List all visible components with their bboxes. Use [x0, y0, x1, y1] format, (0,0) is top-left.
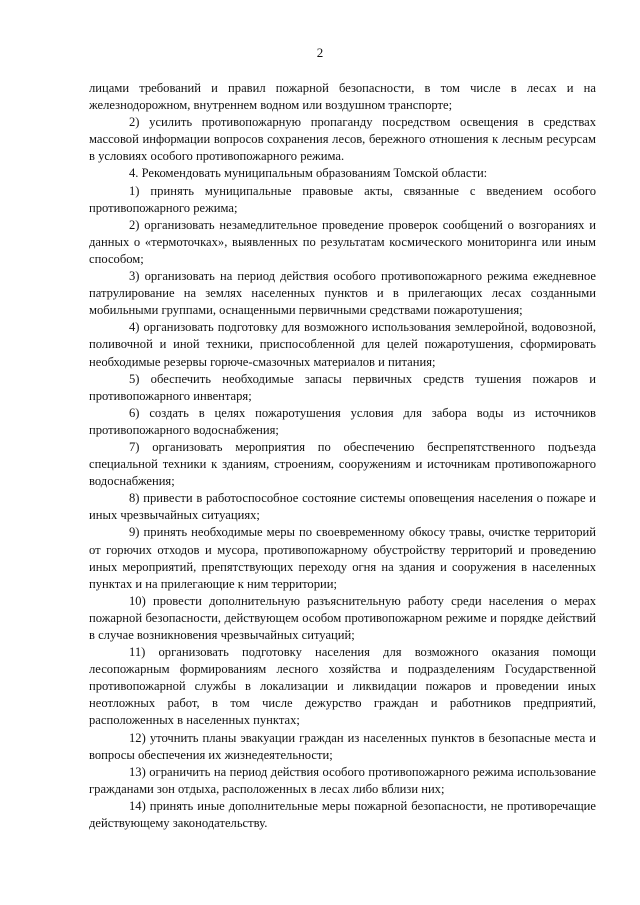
- document-body: [89, 80, 596, 832]
- paragraph-item-10: 10) провести дополнительную разъяснительную работу среди населения о мерах пожарной безопасности, действующем особом противопожарном режиме и порядке действий в случае возникновения чрезвычайных ситуаций;: [89, 593, 596, 642]
- paragraph-section-4: 4. Рекомендовать муниципальным образованиям Томской области:: [129, 166, 488, 181]
- page-number: 2: [316, 45, 324, 60]
- paragraph-item-8: 8) привести в работоспособное состояние системы оповещения населения о пожаре и иных чрезвычайных ситуациях;: [89, 491, 596, 523]
- paragraph-continuation: лицами требований и правил пожарной безопасности, в том числе в лесах и на железнодорожном, внутреннем водном или воздушном транспорте;: [89, 81, 596, 113]
- paragraph-item-2: 2) организовать незамедлительное проведение проверок сообщений о возгораниях и данных о «термоточках», выявленных по результатам космического мониторинга или иным способом;: [89, 217, 596, 266]
- paragraph-item-5: 5) обеспечить необходимые запасы первичных средств тушения пожаров и противопожарного инвентаря;: [89, 371, 596, 403]
- paragraph-item-3: 3) организовать на период действия особого противопожарного режима ежедневное патрулирование на землях населенных пунктов и в прилегающих лесах созданными мобильными группами, оснащенными первичными средствами пожаротушения;: [89, 269, 596, 318]
- paragraph-item-6: 6) создать в целях пожаротушения условия для забора воды из источников противопожарного водоснабжения;: [89, 405, 596, 437]
- paragraph-item-7: 7) организовать мероприятия по обеспечению беспрепятственного подъезда специальной техники к зданиям, строениям, сооружениям и источникам противопожарного водоснабжения;: [89, 439, 596, 489]
- paragraph-item-9: 9) принять необходимые меры по своевременному обкосу травы, очистке территорий от горючих отходов и мусора, противопожарному обустройству территорий и проведению иных мероприятий, препятствующих переходу огня на здания и сооружения в населенных пунктах и на прилегающие к ним территории;: [89, 525, 596, 591]
- paragraph-item-4: 4) организовать подготовку для возможного использования землеройной, водовозной, поливочной и иной техники, приспособленной для целей пожаротушения, сформировать необходимые резервы горюче-смазочных материалов и питания;: [89, 320, 596, 369]
- paragraph-item-1: 1) принять муниципальные правовые акты, связанные с введением особого противопожарного режима;: [89, 183, 596, 215]
- paragraph-item-12: 12) уточнить планы эвакуации граждан из населенных пунктов в безопасные места и вопросы обеспечения их жизнедеятельности;: [89, 730, 596, 762]
- paragraph-item-11: 11) организовать подготовку населения для возможного оказания помощи лесопожарным формированиям лесного хозяйства и подразделениям Государственной противопожарной службы в локализации и ликвидации пожаров и проведении иных неотложных работ, в том числе дежурство граждан и работников предприятий, расположенных в населенных пунктах;: [89, 645, 596, 728]
- paragraph-item-2-propaganda: 2) усилить противопожарную пропаганду посредством освещения в средствах массовой информации вопросов сохранения лесов, бережного отношения к лесным ресурсам в условиях особого противопожарного режима.: [89, 115, 596, 164]
- paragraph-item-14: 14) принять иные дополнительные меры пожарной безопасности, не противоречащие действующему законодательству.: [89, 798, 596, 831]
- paragraph-item-13: 13) ограничить на период действия особого противопожарного режима использование гражданами зон отдыха, расположенных в лесах либо вблизи них;: [89, 764, 596, 796]
